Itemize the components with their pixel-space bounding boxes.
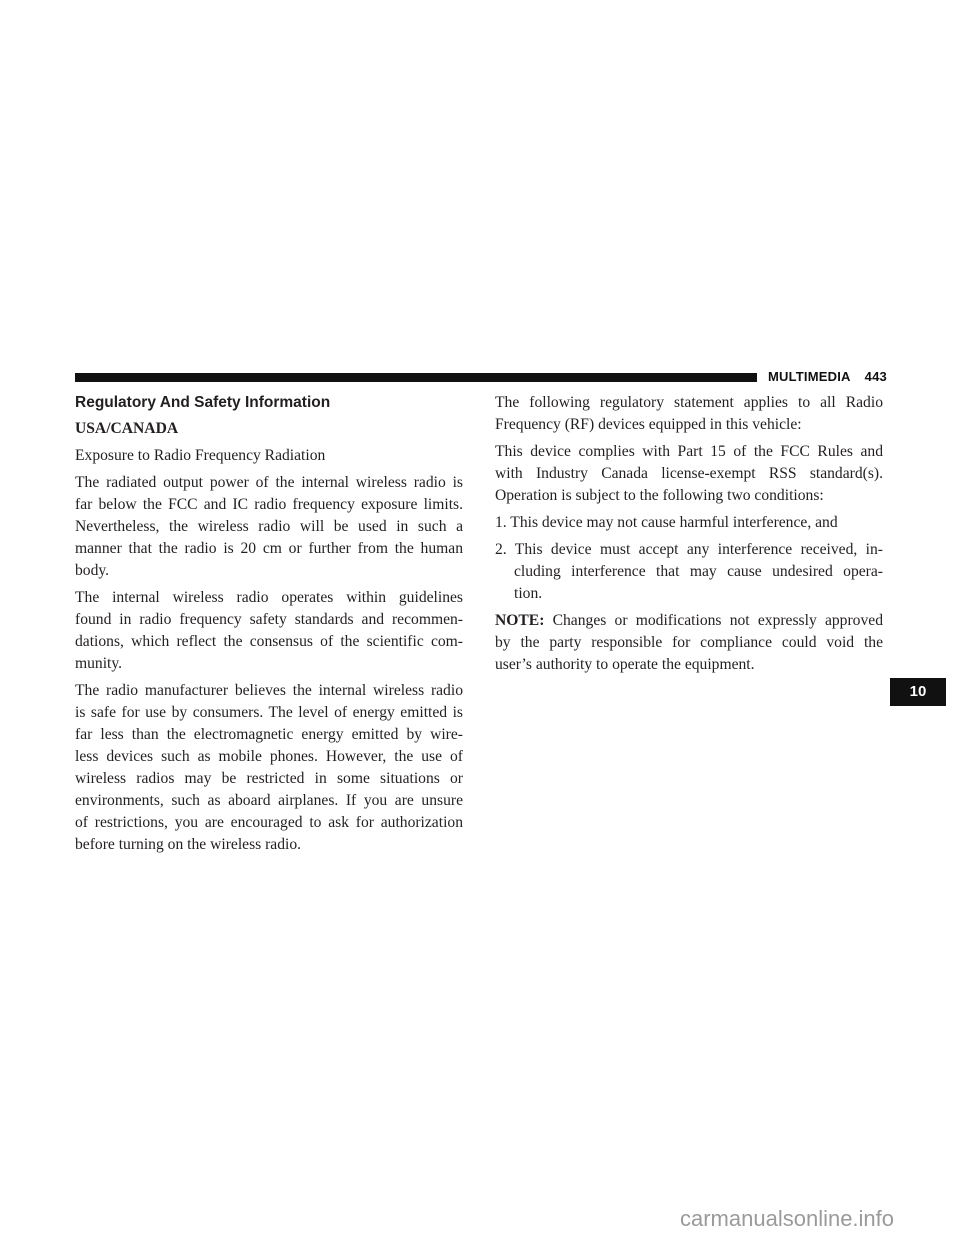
chapter-tab: 10 xyxy=(890,678,946,706)
text-line: less devices such as mobile phones. However, the use of xyxy=(75,748,463,765)
text-line: 1. This device may not cause harmful interference, and xyxy=(495,514,838,531)
paragraph xyxy=(75,680,463,856)
text-line: Nevertheless, the wireless radio will be used in such a xyxy=(75,518,463,535)
section-heading: Regulatory And Safety Information xyxy=(75,394,331,411)
text-line: manner that the radio is 20 cm or further from the human xyxy=(75,540,463,557)
page-number: 443 xyxy=(864,369,887,384)
text-line: environments, such as aboard airplanes. If you are unsure xyxy=(75,792,463,809)
note-line: by the party responsible for compliance could void the xyxy=(495,634,883,651)
paragraph xyxy=(75,445,463,467)
subheading: USA/CANADA xyxy=(75,420,179,437)
text-line: of restrictions, you are encouraged to ask for authorization xyxy=(75,814,463,831)
left-column xyxy=(75,392,463,861)
text-line: body. xyxy=(75,562,110,579)
note-paragraph xyxy=(495,610,883,676)
text-line: far less than the electromagnetic energy emitted by wire- xyxy=(75,726,463,743)
text-line: The radio manufacturer believes the internal wireless radio xyxy=(75,682,463,699)
note-line: user’s authority to operate the equipment. xyxy=(495,656,755,673)
text-line: 2. This device must accept any interference received, in- xyxy=(495,541,883,558)
paragraph xyxy=(495,441,883,507)
text-line: dations, which reflect the consensus of the scientific com- xyxy=(75,633,463,650)
section-title: MULTIMEDIA xyxy=(768,369,851,384)
list-item xyxy=(495,539,883,605)
text-line: is safe for use by consumers. The level of energy emitted is xyxy=(75,704,463,721)
text-line: The internal wireless radio operates within guidelines xyxy=(75,589,463,606)
text-line: wireless radios may be restricted in some situations or xyxy=(75,770,463,787)
note-label: NOTE: xyxy=(495,612,545,629)
text-line: far below the FCC and IC radio frequency exposure limits. xyxy=(75,496,463,513)
paragraph xyxy=(75,587,463,675)
text-line: found in radio frequency safety standards and recommen- xyxy=(75,611,463,628)
paragraph xyxy=(495,392,883,436)
paragraph xyxy=(75,472,463,582)
text-line: This device complies with Part 15 of the FCC Rules and xyxy=(495,443,883,460)
text-line: before turning on the wireless radio. xyxy=(75,836,302,853)
text-line: tion. xyxy=(514,585,543,602)
text-line: The following regulatory statement applies to all Radio xyxy=(495,394,883,411)
text-line: Operation is subject to the following two conditions: xyxy=(495,487,824,504)
text-line: The radiated output power of the internal wireless radio is xyxy=(75,474,463,491)
right-column xyxy=(495,392,883,681)
watermark: carmanualsonline.info xyxy=(680,1206,895,1231)
text-line: Frequency (RF) devices equipped in this vehicle: xyxy=(495,416,802,433)
text-line: munity. xyxy=(75,655,123,672)
list-item xyxy=(495,512,883,534)
header-rule xyxy=(75,373,757,382)
running-header xyxy=(768,369,901,384)
text-line: Exposure to Radio Frequency Radiation xyxy=(75,447,326,464)
text-line: with Industry Canada license-exempt RSS standard(s). xyxy=(495,465,883,482)
text-line: cluding interference that may cause undesired opera- xyxy=(514,563,883,580)
note-line: Changes or modifications not expressly approved xyxy=(544,612,883,629)
